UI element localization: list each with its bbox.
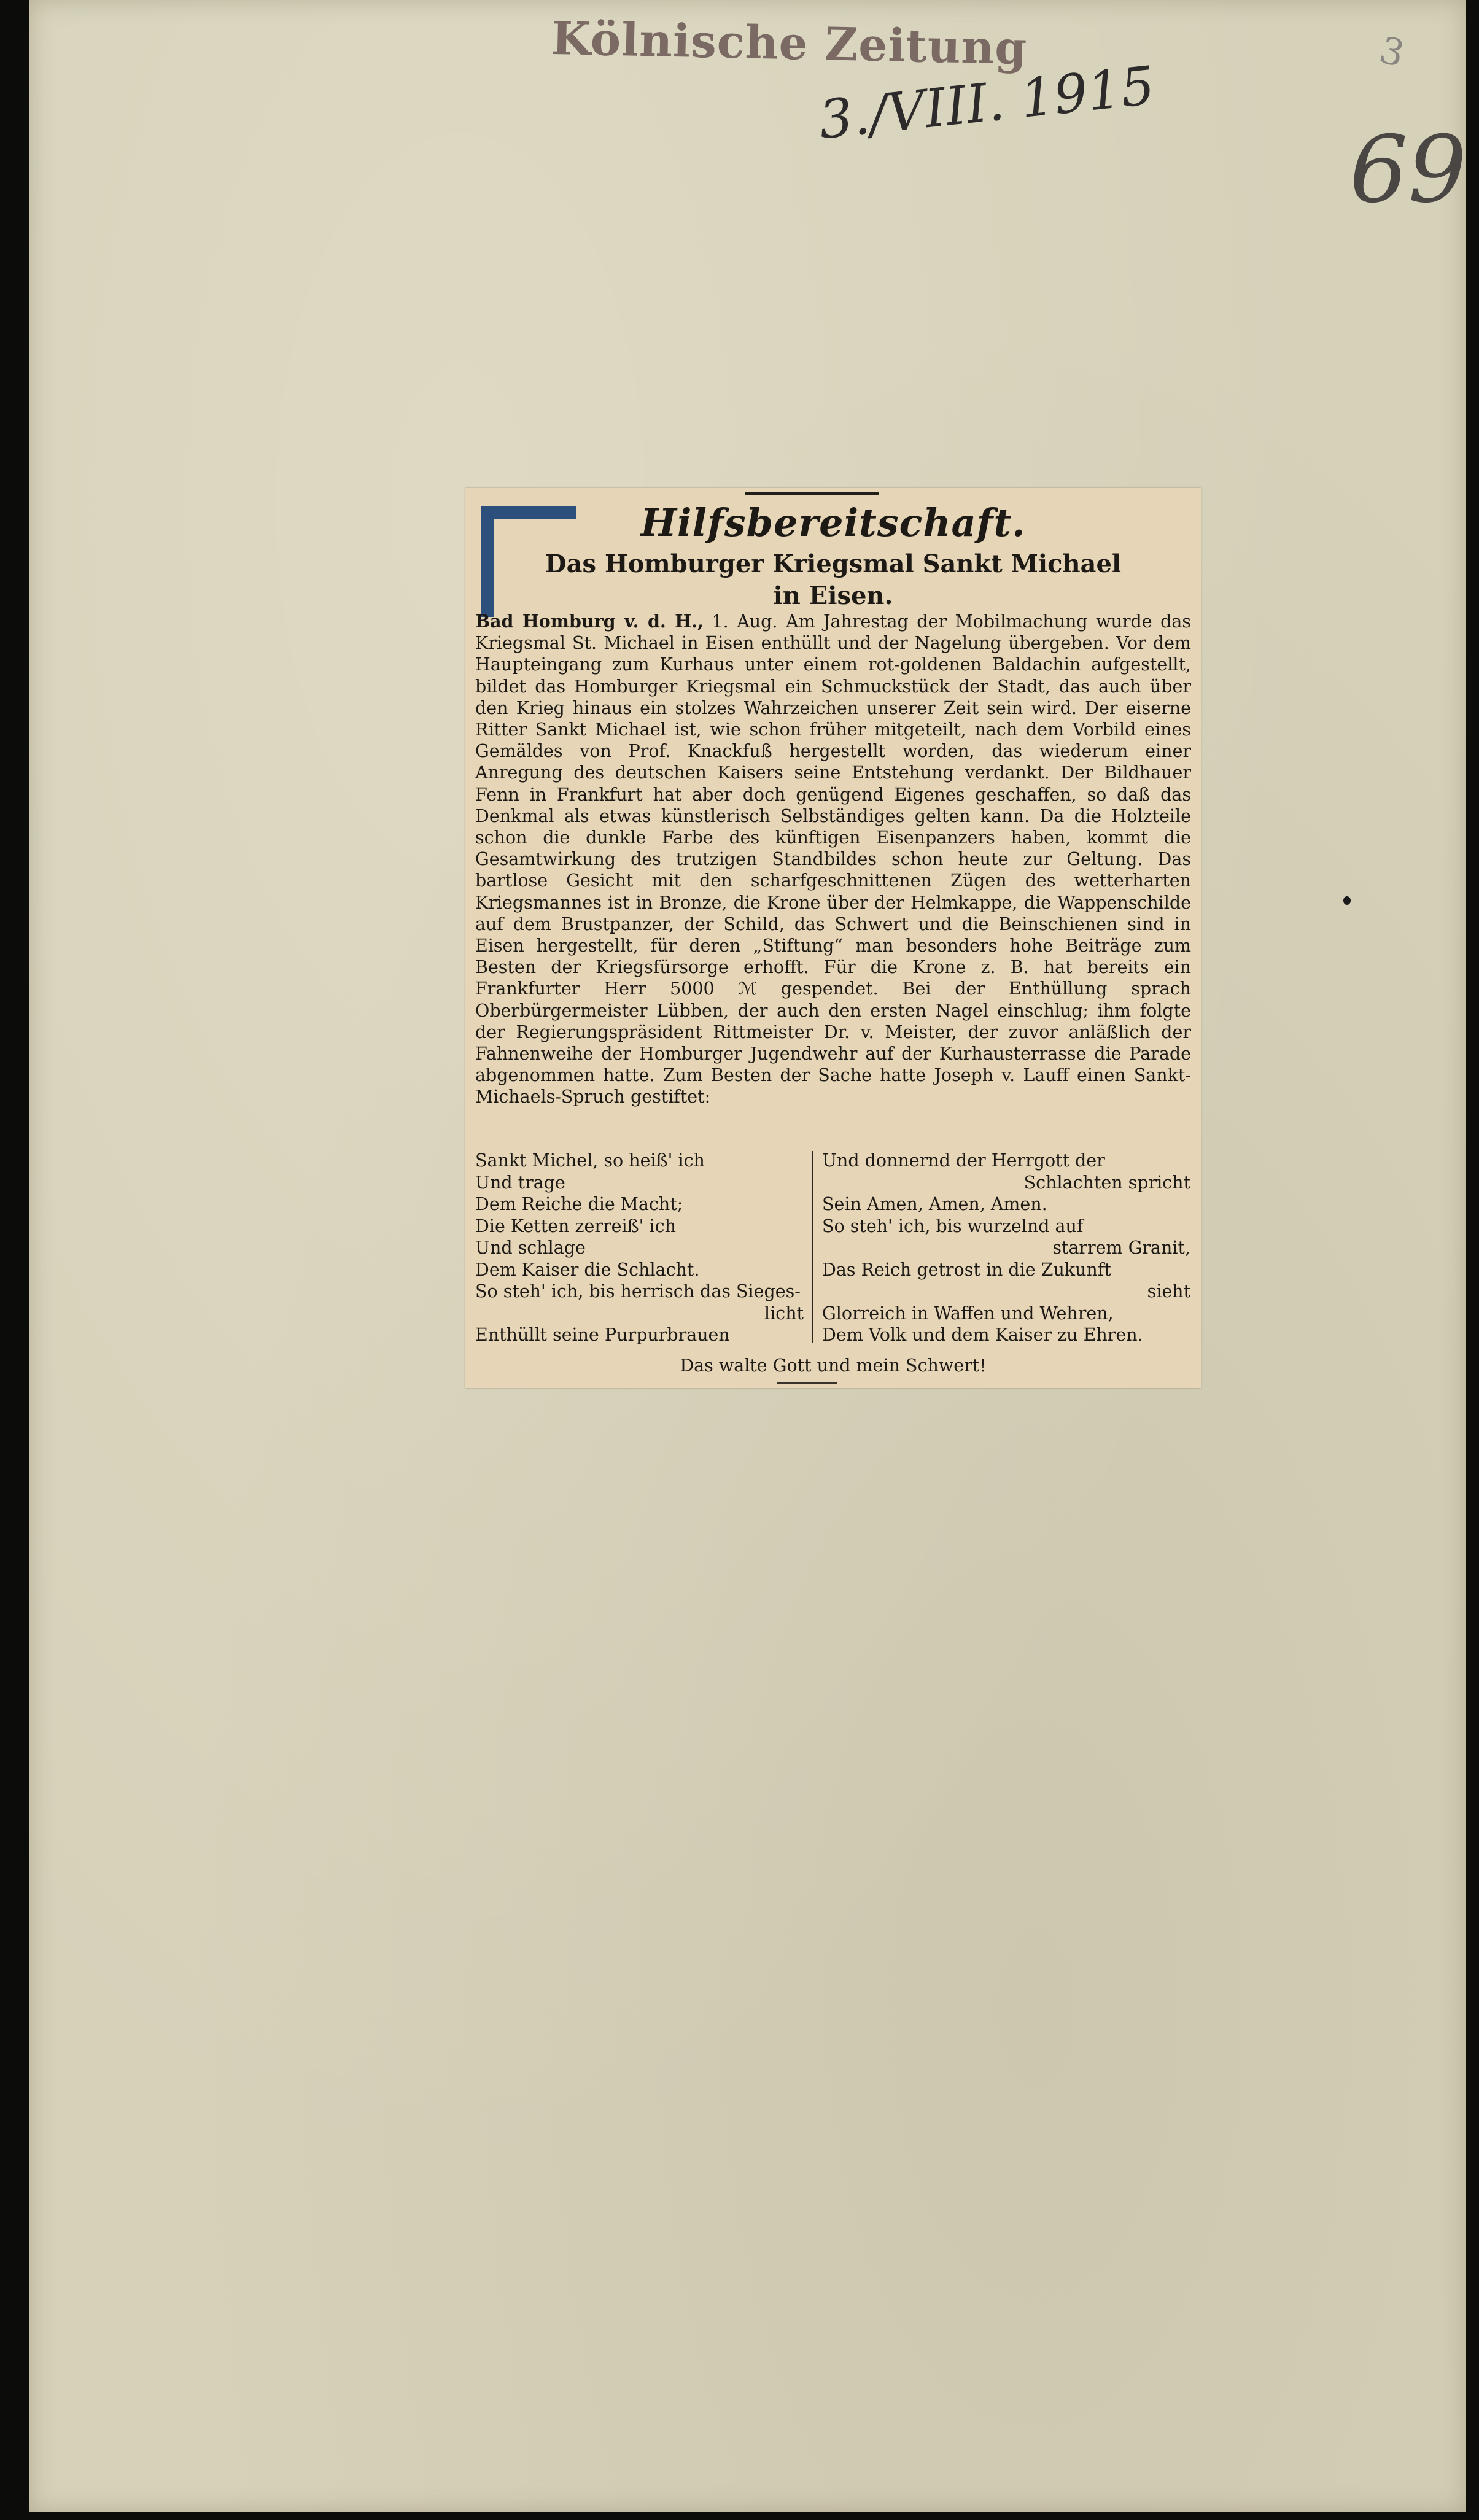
poem-line: licht — [764, 1303, 804, 1324]
poem-right-column — [822, 1150, 1190, 1346]
poem-line: So steh' ich, bis herrisch das Sieges- — [475, 1281, 801, 1301]
poem — [475, 1150, 1191, 1347]
subheadline-line-1: Das Homburger Kriegsmal Sankt Michael — [545, 549, 1122, 578]
poem-line: Enthüllt seine Purpurbrauen — [475, 1325, 730, 1345]
archive-number: 69 — [1349, 117, 1467, 223]
newspaper-stamp: Kölnische Zeitung — [551, 12, 1028, 76]
handwritten-date: 3./VIII. 1915 — [816, 55, 1158, 152]
article-body — [475, 611, 1191, 1108]
poem-divider — [812, 1151, 813, 1343]
poem-closing-line: Das walte Gott und mein Schwert! — [680, 1355, 987, 1376]
article-dateline: Bad Homburg v. d. H., — [475, 611, 704, 632]
poem-line: Dem Kaiser die Schlacht. — [475, 1259, 700, 1280]
poem-line: Und trage — [475, 1172, 565, 1193]
poem-line: Schlachten spricht — [1023, 1172, 1190, 1193]
poem-line: Sein Amen, Amen, Amen. — [822, 1194, 1047, 1214]
poem-line: Dem Reiche die Macht; — [475, 1194, 683, 1214]
archive-sheet — [29, 0, 1466, 2512]
paper-speck — [1343, 896, 1351, 905]
poem-line: Das Reich getrost in die Zukunft — [822, 1259, 1111, 1280]
poem-line: Und donnernd der Herrgott der — [822, 1150, 1105, 1171]
poem-left-column — [475, 1150, 804, 1346]
poem-line: So steh' ich, bis wurzelnd auf — [822, 1215, 1084, 1236]
newspaper-clipping — [465, 488, 1201, 1388]
bottom-rule — [777, 1382, 837, 1384]
poem-line: Sankt Michel, so heiß' ich — [475, 1150, 705, 1171]
poem-line: starrem Granit, — [1052, 1238, 1190, 1258]
article-subheadline — [465, 548, 1201, 612]
poem-line: Und schlage — [475, 1238, 586, 1258]
top-rule — [745, 492, 879, 495]
article-headline: Hilfsbereitschaft. — [640, 500, 1026, 545]
poem-line: Die Ketten zerreiß' ich — [475, 1215, 676, 1236]
article-body-text: 1. Aug. Am Jahrestag der Mobilmachung wurde das Kriegsmal St. Michael in Eisen enthüllt und der Nagelung übergeben. Vor dem Haupteingang zum Kurhaus unter einem rot-goldenen Baldachin aufgestellt, bildet das Homburger Kriegsmal ein Schmuckstück der Stadt, das auch über den Krieg hinaus ein stolzes Wahrzeichen unserer Zeit sein wird. Der eiserne Ritter Sankt Michael ist, wie schon früher mitgeteilt, nach dem Vorbild eines Gemäldes von Prof. Knackfuß hergestellt worden, das wiederum einer Anregung des deutschen Kaisers seine Entstehung verdankt. Der Bildhauer Fenn in Frankfurt hat aber doch genügend Eigenes geschaffen, so daß das Denkmal als etwas künstlerisch Selbständiges gelten kann. Da die Holzteile schon die dunkle Farbe des künftigen Eisenpanzers haben, kommt die Gesamtwirkung des trutzigen Standbildes schon heute zur Geltung. Das bartlose Gesicht mit den scharfgeschnittenen Zügen des wetterharten Kriegsmannes ist in Bronze, die Krone über der Helmkappe, die Wappenschilde auf dem Brustpanzer, der Schild, das Schwert und die Beinschienen sind in Eisen hergestellt, für deren „Stiftung“ man besonders hohe Beiträge zum Besten der Kriegsfürsorge erhofft. Für die Krone z. B. hat bereits ein Frankfurter Herr 5000 ℳ gespendet. Bei der Enthüllung sprach Oberbürgermeister Lübben, der auch den ersten Nagel einschlug; ihm folgte der Regierungspräsident Rittmeister Dr. v. Meister, der zuvor anläßlich der Fahnenweihe der Homburger Jugendwehr auf der Kurhausterrasse die Parade abgenommen hatte. Zum Besten der Sache hatte Joseph v. Lauff einen Sankt-Michaels-Spruch gestiftet: — [475, 611, 1191, 1107]
poem-line: Glorreich in Waffen und Wehren, — [822, 1303, 1114, 1324]
corner-pencil-mark: 3 — [1375, 28, 1409, 76]
poem-line: sieht — [1147, 1281, 1190, 1301]
subheadline-line-2: in Eisen. — [773, 581, 893, 610]
poem-line: Dem Volk und dem Kaiser zu Ehren. — [822, 1325, 1143, 1345]
